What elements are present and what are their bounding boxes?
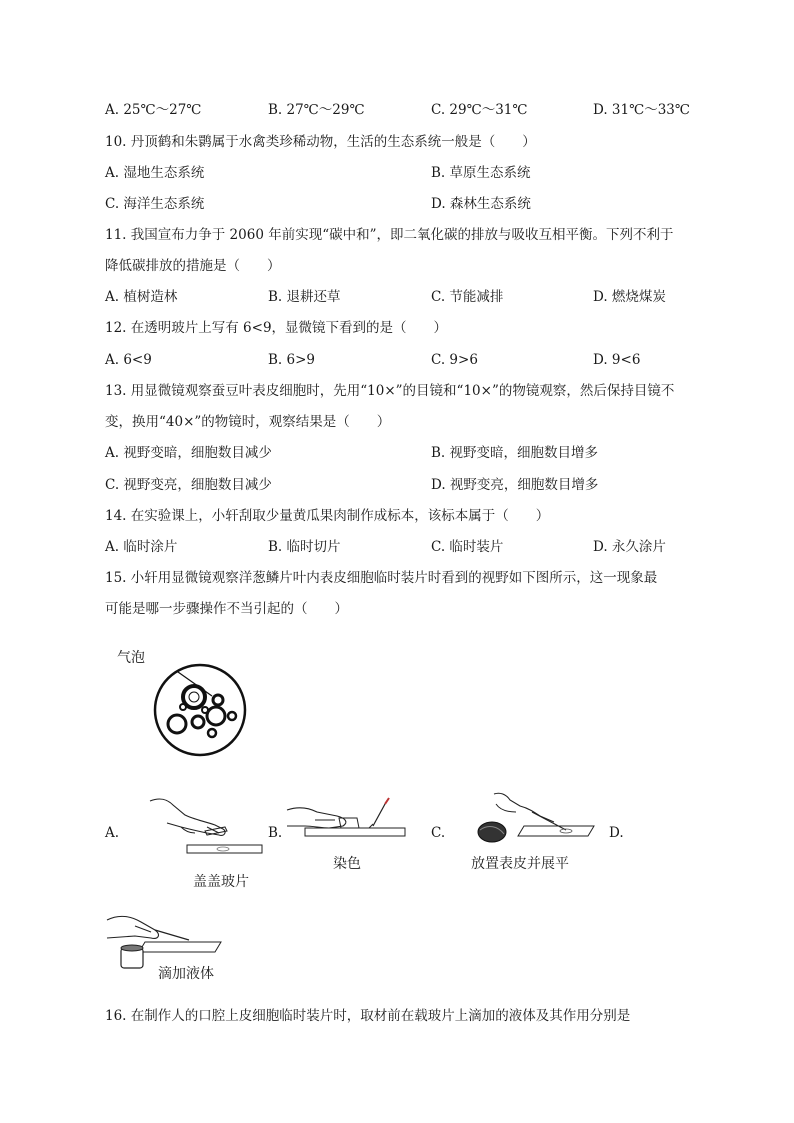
q10-option-d: D. 森林生态系统 [431,196,531,212]
q14-option-c: C. 临时装片 [431,539,504,555]
q13-stem-line2: 变，换用“40×”的物镜时，观察结果是（ ） [105,414,391,430]
add-liquid-figure [105,910,225,970]
bubble [213,695,223,705]
bubble [228,712,236,720]
q10-option-c: C. 海洋生态系统 [105,196,205,212]
q15-option-a-letter: A. [105,825,120,841]
q12-option-a: A. 6<9 [105,352,152,368]
q11-option-a: A. 植树造林 [105,289,178,305]
q11-option-c: C. 节能减排 [431,289,504,305]
q13-option-b: B. 视野变暗，细胞数目增多 [431,445,599,461]
bubble [192,716,204,728]
q12-option-d: D. 9<6 [593,352,641,368]
q10-option-a: A. 湿地生态系统 [105,165,205,181]
q11-stem-line1: 11. 我国宣布力争于 2060 年前实现“碳中和”，即二氧化碳的排放与吸收互相平衡。下列不利于 [105,227,674,243]
place-epidermis-figure [470,790,600,850]
q14-option-d: D. 永久涂片 [593,539,666,555]
q11-option-b: B. 退耕还草 [268,289,341,305]
q16-stem: 16. 在制作人的口腔上皮细胞临时装片时，取材前在载玻片上滴加的液体及其作用分别是 [105,1008,631,1024]
q13-option-d: D. 视野变亮，细胞数目增多 [431,477,599,493]
q9-option-c: C. 29℃～31℃ [431,102,528,118]
caption-place-epidermis: 放置表皮并展平 [471,856,569,872]
q14-stem: 14. 在实验课上，小轩刮取少量黄瓜果肉制作成标本，该标本属于（ ） [105,508,550,524]
caption-add-liquid: 滴加液体 [158,966,214,982]
q13-option-a: A. 视野变暗，细胞数目减少 [105,445,272,461]
q13-stem-line1: 13. 用显微镜观察蚕豆叶表皮细胞时，先用“10×”的目镜和“10×”的物镜观察，然后保持目镜不 [105,383,675,399]
bubble-label: 气泡 [117,650,145,666]
q10-stem: 10. 丹顶鹤和朱鹮属于水禽类珍稀动物，生活的生态系统一般是（ ） [105,134,536,150]
q9-option-b: B. 27℃～29℃ [268,102,365,118]
bubble [207,707,225,725]
q15-option-d-letter: D. [609,825,624,841]
cover-slip-figure [145,793,265,863]
staining-figure [285,798,415,848]
q11-option-d: D. 燃烧煤炭 [593,289,666,305]
bubble [208,729,216,737]
q14-option-a: A. 临时涂片 [105,539,178,555]
q12-option-c: C. 9>6 [431,352,478,368]
bubble [168,715,186,733]
q10-option-b: B. 草原生态系统 [431,165,531,181]
q15-option-c-letter: C. [431,825,446,841]
q15-stem-line1: 15. 小轩用显微镜观察洋葱鳞片叶内表皮细胞临时装片时看到的视野如下图所示，这一现象最 [105,570,658,586]
caption-staining: 染色 [333,856,361,872]
q15-stem-line2: 可能是哪一步骤操作不当引起的（ ） [105,601,348,617]
q15-option-b-letter: B. [268,825,283,841]
q11-stem-line2: 降低碳排放的措施是（ ） [105,258,281,274]
q12-option-b: B. 6>9 [268,352,315,368]
q9-option-d: D. 31℃～33℃ [593,102,690,118]
q13-option-c: C. 视野变亮，细胞数目减少 [105,477,272,493]
bubble [180,704,186,710]
q9-option-a: A. 25℃～27℃ [105,102,202,118]
field-of-view-circle [155,665,245,755]
bubble [202,707,208,713]
caption-cover-slip: 盖盖玻片 [193,874,249,890]
microscope-field-figure [150,660,250,760]
q12-stem: 12. 在透明玻片上写有 6<9，显微镜下看到的是（ ） [105,320,448,336]
q14-option-b: B. 临时切片 [268,539,341,555]
